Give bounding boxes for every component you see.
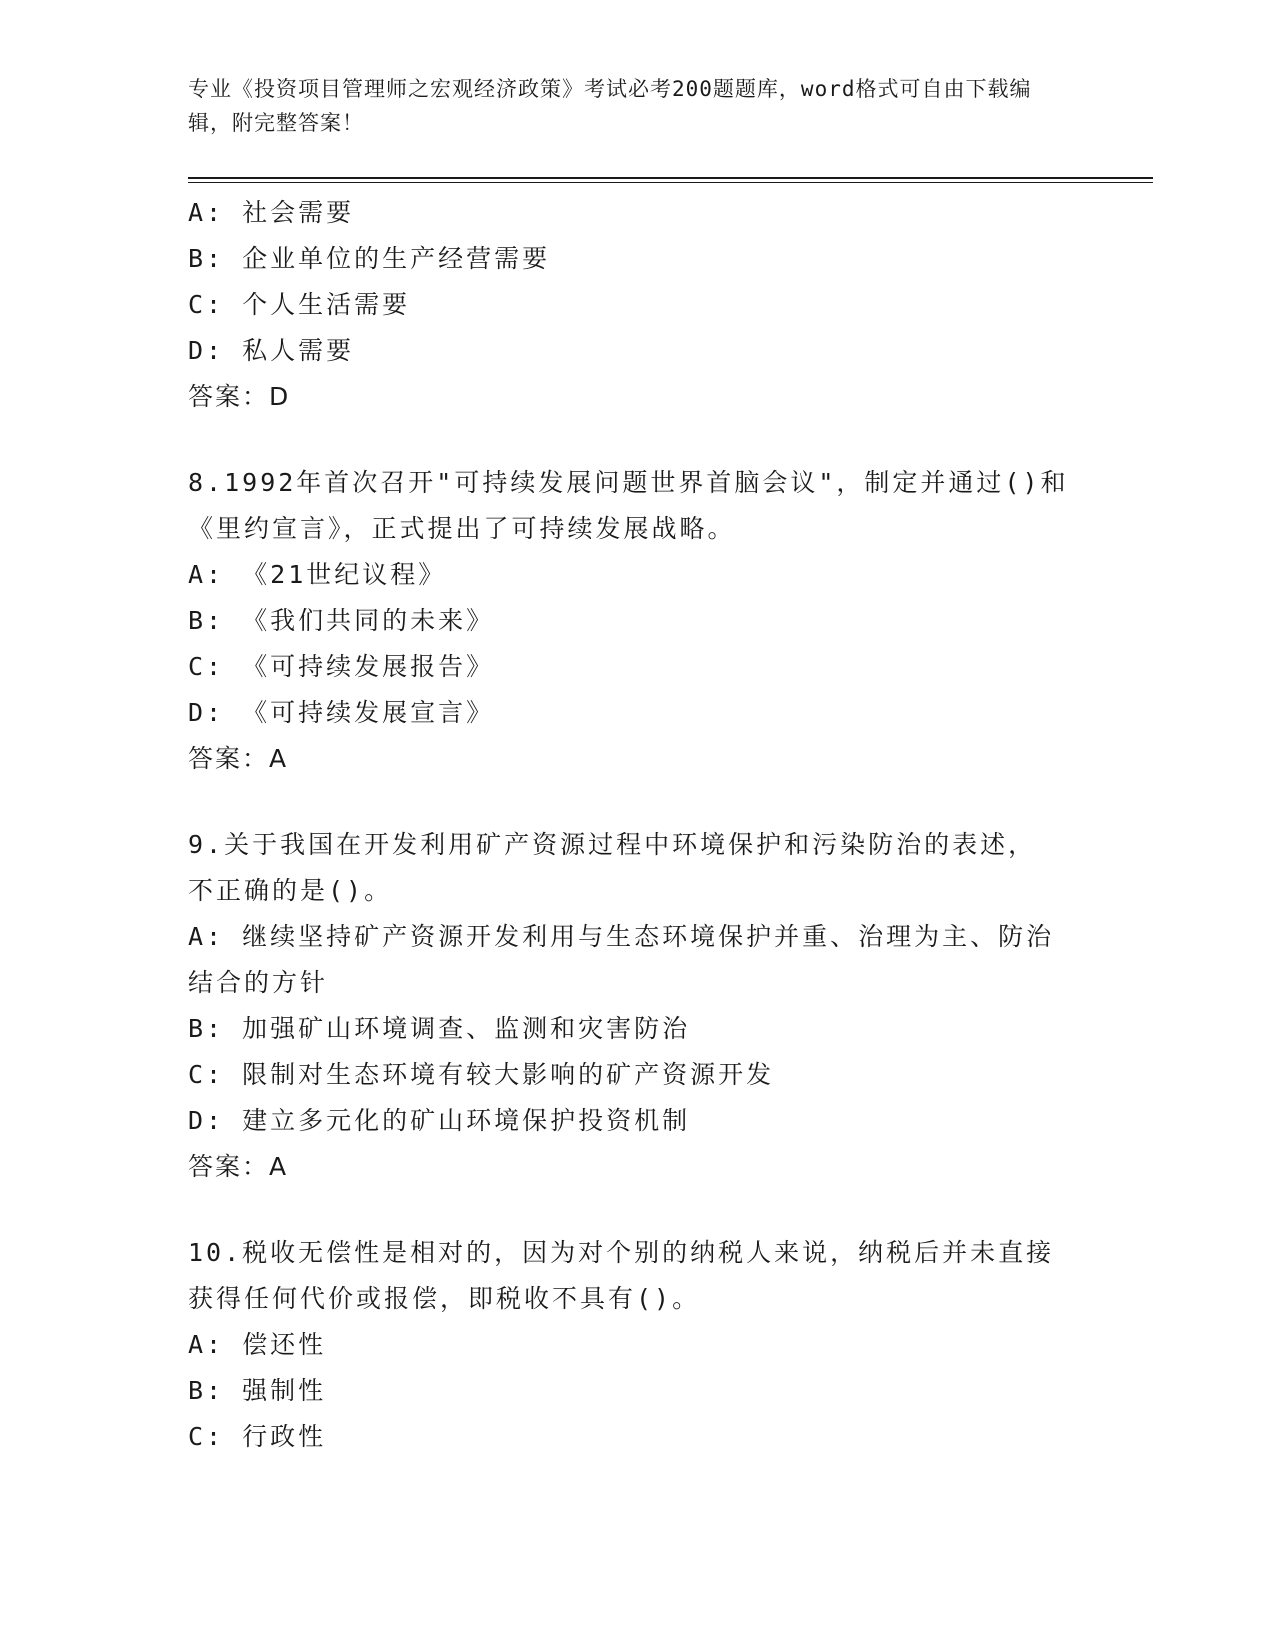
option-c: C: 行政性 <box>188 1422 327 1451</box>
header-divider-thin <box>188 182 1153 183</box>
question-9 <box>188 822 1088 1190</box>
answer-line: 答案：A <box>188 744 289 773</box>
question-spacer <box>188 782 1088 822</box>
question-spacer <box>188 420 1088 460</box>
question-text-line-1: 8.1992年首次召开"可持续发展问题世界首脑会议"，制定并通过()和 <box>188 468 1069 497</box>
header-divider-thick <box>188 177 1153 179</box>
question-text-line-2: 《里约宣言》，正式提出了可持续发展战略。 <box>188 514 736 543</box>
question-text-line-2: 获得任何代价或报偿，即税收不具有()。 <box>188 1284 701 1313</box>
option-c: C: 限制对生态环境有较大影响的矿产资源开发 <box>188 1060 775 1089</box>
question-text-line-2: 不正确的是()。 <box>188 876 393 905</box>
option-a-line-1: A: 继续坚持矿产资源开发利用与生态环境保护并重、治理为主、防治 <box>188 922 1055 951</box>
option-b: B: 《我们共同的未来》 <box>188 606 495 635</box>
question-list <box>188 190 1088 1460</box>
option-d: D: 建立多元化的矿山环境保护投资机制 <box>188 1106 691 1135</box>
option-d: D: 私人需要 <box>188 336 355 365</box>
option-d: D: 《可持续发展宣言》 <box>188 698 495 727</box>
option-b: B: 企业单位的生产经营需要 <box>188 244 551 273</box>
document-header: 专业《投资项目管理师之宏观经济政策》考试必考200题题库，word格式可自由下载编辑，附完整答案！ <box>188 77 1032 135</box>
answer-line: 答案：A <box>188 1152 289 1181</box>
question-8 <box>188 460 1088 782</box>
option-c: C: 个人生活需要 <box>188 290 411 319</box>
option-b: B: 加强矿山环境调查、监测和灾害防治 <box>188 1014 691 1043</box>
question-text-line-1: 10.税收无偿性是相对的，因为对个别的纳税人来说，纳税后并未直接 <box>188 1238 1055 1267</box>
option-a-line-2: 结合的方针 <box>188 968 329 997</box>
answer-line: 答案：D <box>188 382 291 411</box>
question-spacer <box>188 1190 1088 1230</box>
option-a: A: 《21世纪议程》 <box>188 560 447 589</box>
option-b: B: 强制性 <box>188 1376 327 1405</box>
question-10 <box>188 1230 1088 1460</box>
option-c: C: 《可持续发展报告》 <box>188 652 495 681</box>
question-7 <box>188 190 1088 420</box>
question-text-line-1: 9.关于我国在开发利用矿产资源过程中环境保护和污染防治的表述， <box>188 830 1037 859</box>
option-a: A: 偿还性 <box>188 1330 327 1359</box>
option-a: A: 社会需要 <box>188 198 355 227</box>
